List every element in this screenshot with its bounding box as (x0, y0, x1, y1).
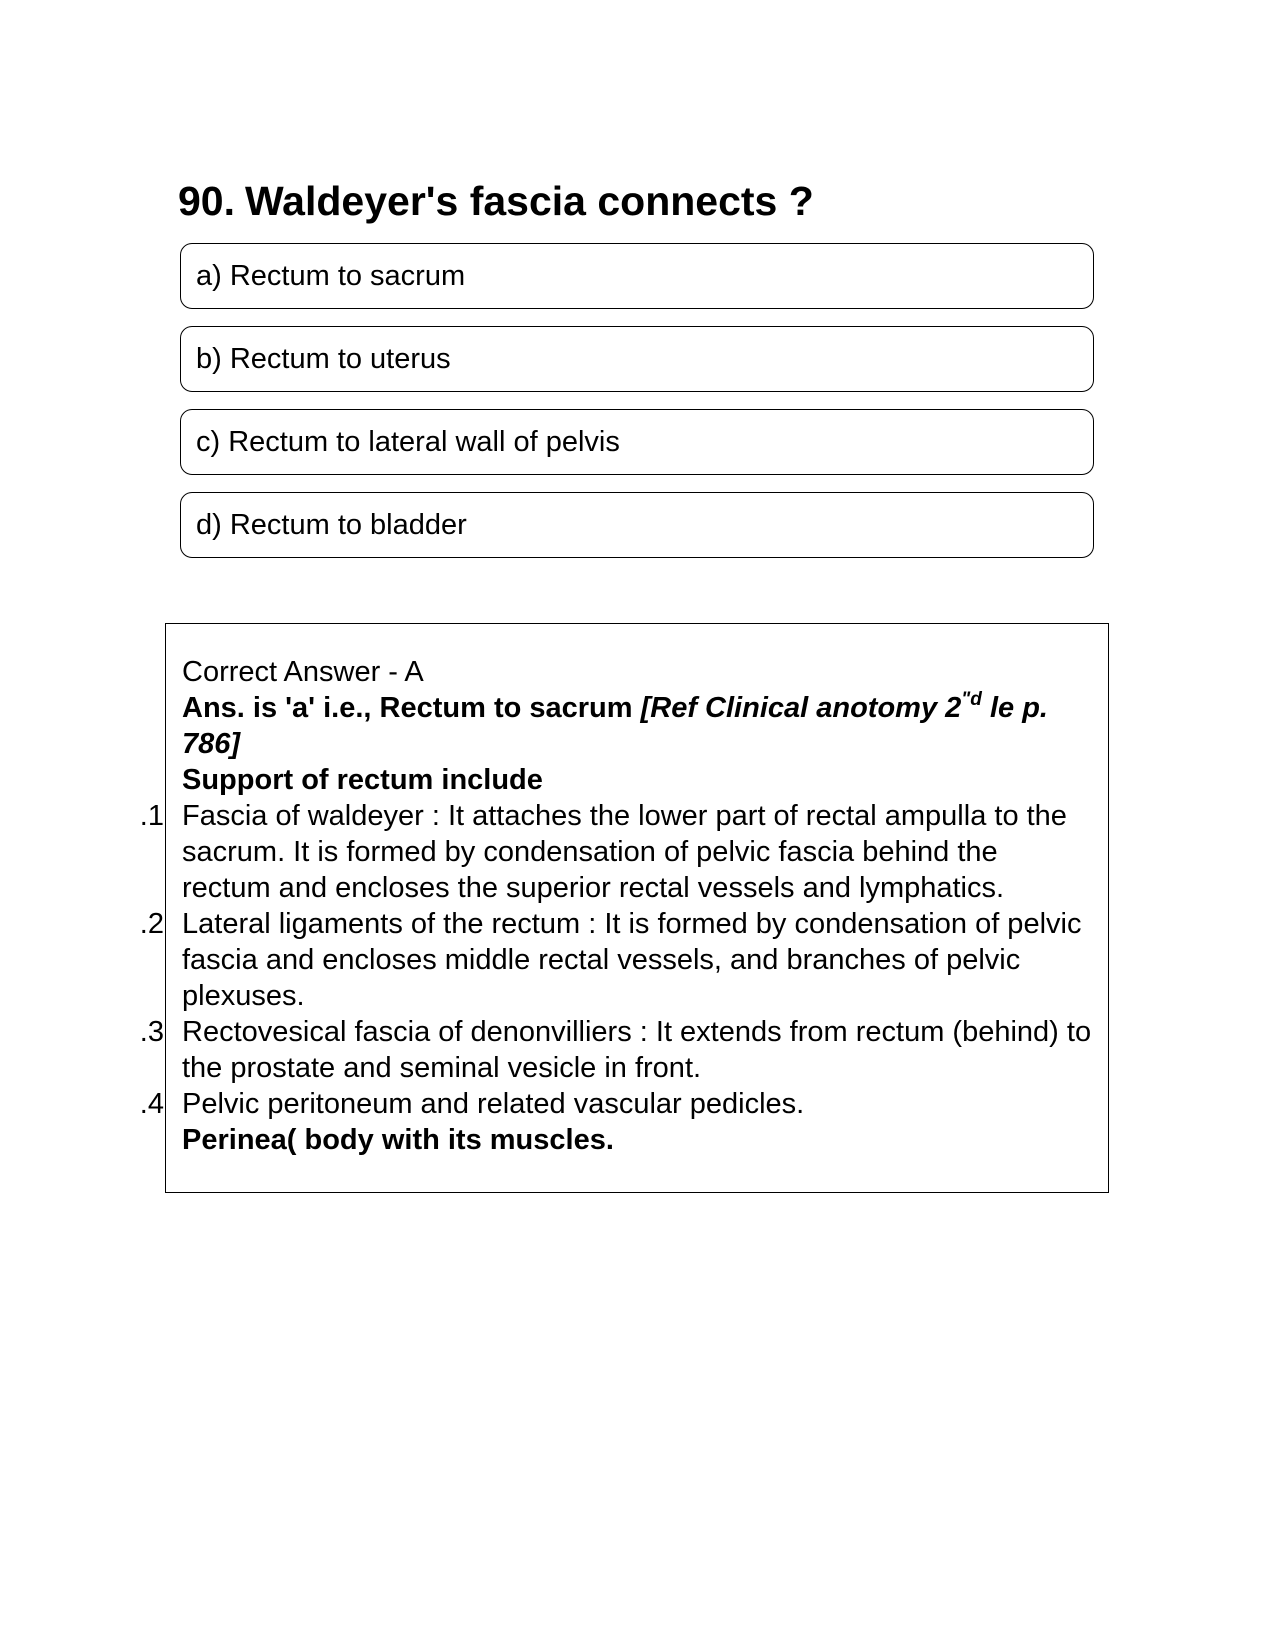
reference-part-2: le p. 786] (182, 692, 1048, 760)
option-a[interactable]: a) Rectum to sacrum (180, 243, 1094, 309)
list-marker: 4. (139, 1088, 164, 1120)
correct-answer-label: Correct Answer - A (182, 656, 424, 688)
option-c[interactable]: c) Rectum to lateral wall of pelvis (180, 409, 1094, 475)
question-text: Waldeyer's fascia connects ? (245, 178, 814, 224)
list-marker: 2. (139, 908, 164, 940)
list-item-text: Fascia of waldeyer : It attaches the lower part of rectal ampulla to the sacrum. It is formed by condensation of pelvic fascia behind the rectum and encloses the superior rectal vessels and lymphatics. (182, 800, 1067, 904)
list-marker: 1. (139, 800, 164, 832)
list-item (139, 1014, 1092, 1086)
list-marker: 3. (139, 1016, 164, 1048)
answer-content (139, 654, 1092, 1158)
option-d[interactable]: d) Rectum to bladder (180, 492, 1094, 558)
answer-statement (182, 690, 1092, 762)
list-item (139, 1086, 1092, 1122)
answer-explanation-box (139, 623, 1109, 1193)
question-title (178, 176, 814, 226)
question-number: 90. (178, 178, 235, 224)
list-item-text: Pelvic peritoneum and related vascular pedicles. (182, 1088, 805, 1120)
closing-line: Perinea( body with its muscles. (182, 1124, 614, 1156)
answer-prefix: Ans. is 'a' i.e., Rectum to sacrum (182, 692, 641, 724)
list-item (139, 906, 1092, 1014)
list-item-text: Rectovesical fascia of denonvilliers : It extends from rectum (behind) to the prostate and seminal vesicle in front. (182, 1016, 1092, 1084)
list-item-text: Lateral ligaments of the rectum : It is formed by condensation of pelvic fascia and encloses middle rectal vessels, and branches of pelvic plexuses. (182, 908, 1082, 1012)
option-b[interactable]: b) Rectum to uterus (180, 326, 1094, 392)
support-heading: Support of rectum include (182, 764, 543, 796)
list-item (139, 798, 1092, 906)
reference-superscript: "d (961, 689, 982, 710)
reference-part-1: [Ref Clinical anotomy 2 (640, 692, 962, 724)
